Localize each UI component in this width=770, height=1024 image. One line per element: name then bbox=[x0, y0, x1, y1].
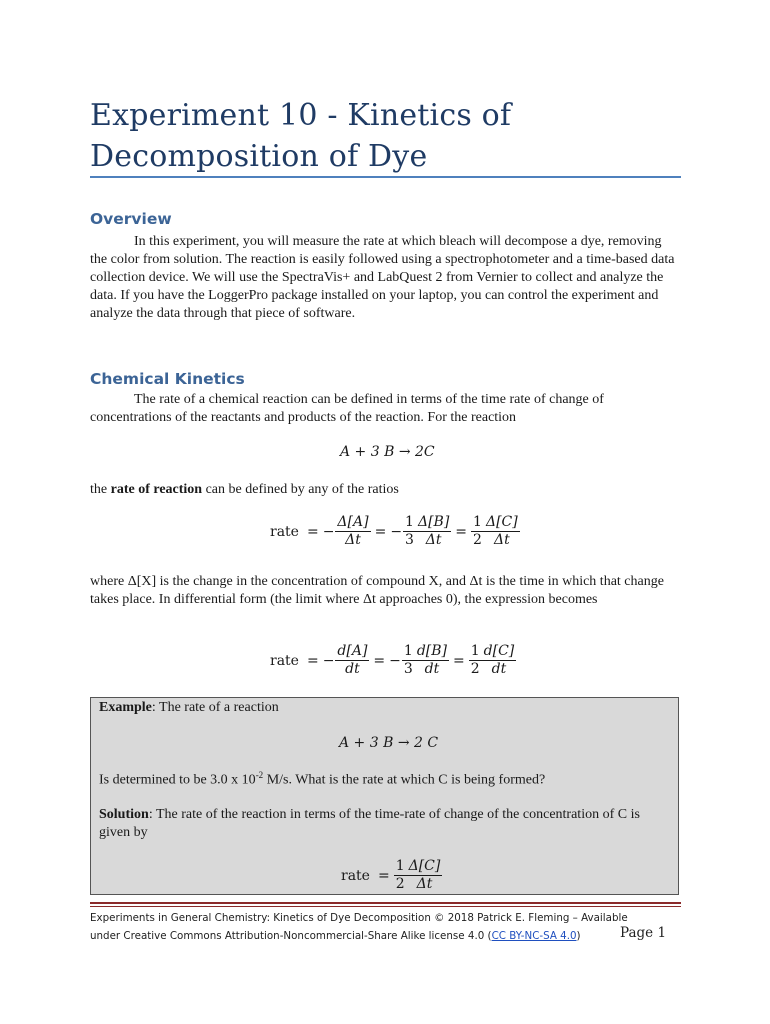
chemical-kinetics-heading: Chemical Kinetics bbox=[90, 370, 245, 388]
rate-definition-sentence: the rate of reaction can be defined by any of the ratios bbox=[90, 482, 399, 497]
license-link[interactable]: CC BY-NC-SA 4.0 bbox=[491, 930, 577, 942]
title-line-1: Experiment 10 - Kinetics of bbox=[90, 98, 512, 133]
fraction-delta-c: $\frac{\Delta[C]}{\Delta t}$ bbox=[485, 514, 518, 548]
fraction-delta-a: $\frac{\Delta[A]}{\Delta t}$ bbox=[337, 514, 369, 548]
kinetics-intro-paragraph: The rate of a chemical reaction can be defined in terms of the time rate of change of concentrations of the reactants and products of the reaction. For the reaction bbox=[90, 392, 604, 425]
footer-line-1: Experiments in General Chemistry: Kinetics of Dye Decomposition © 2018 Patrick E. Fleming – Available bbox=[90, 912, 628, 924]
example-intro: Example: The rate of a reaction bbox=[99, 700, 279, 715]
rate-equation-delta: rate = − $\frac{\Delta[A]}{\Delta t}$ = − $\frac{1}{3}$ $\frac{\Delta[B]}{\Delta t}$ = $\frac{1}{2}$ $\frac{\Delta[C]}{\Delta t}$ bbox=[270, 514, 518, 548]
title-divider bbox=[90, 176, 681, 178]
fraction-d-c: $\frac{d[C]}{dt}$ bbox=[483, 643, 515, 677]
footer-rule-thick bbox=[90, 902, 681, 904]
coef-c: $\frac{1}{2}$ bbox=[473, 514, 482, 548]
fraction-d-a: $\frac{d[A]}{dt}$ bbox=[337, 643, 368, 677]
example-question: Is determined to be 3.0 x $10^{-2}$ M/s. What is the rate at which C is being formed? bbox=[99, 770, 546, 788]
fraction-delta-b: $\frac{\Delta[B]}{\Delta t}$ bbox=[417, 514, 450, 548]
example-reaction: A + 3 B → 2 C bbox=[339, 735, 439, 751]
rate-equation-differential: rate = − $\frac{d[A]}{dt}$ = − $\frac{1}{3}$ $\frac{d[B]}{dt}$ = $\frac{1}{2}$ $\frac{d[C]}{dt}$ bbox=[270, 643, 515, 677]
example-solution: Solution: The rate of the reaction in terms of the time-rate of change of the concentration of C is given by bbox=[99, 807, 640, 840]
reaction-equation: A + 3 B → 2C bbox=[340, 444, 435, 460]
title-line-2: Decomposition of Dye bbox=[90, 139, 428, 174]
page-title bbox=[90, 95, 690, 177]
overview-heading: Overview bbox=[90, 210, 172, 228]
example-rate-equation: rate = $\frac{1}{2}$ $\frac{\Delta[C]}{\Delta t}$ bbox=[341, 858, 441, 892]
rate-of-reaction-term: rate of reaction bbox=[110, 482, 203, 497]
coef-b: $\frac{1}{3}$ bbox=[405, 514, 414, 548]
footer-rule-thin bbox=[90, 906, 681, 907]
page-number: Page 1 bbox=[620, 925, 667, 941]
fraction-d-b: $\frac{d[B]}{dt}$ bbox=[416, 643, 447, 677]
overview-paragraph: In this experiment, you will measure the rate at which bleach will decompose a dye, removing the color from solution. The reaction is easily followed using a spectrophotometer and a time-based data collection device. We will use the SpectraVis+ and LabQuest 2 from Vernier to collect and analyze the data. If you have the LoggerPro package installed on your laptop, you can control the experiment and analyze the data through that piece of software. bbox=[90, 234, 675, 321]
where-paragraph: where Δ[X] is the change in the concentration of compound X, and Δt is the time in which that change takes place. In differential form (the limit where Δt approaches 0), the expression becomes bbox=[90, 574, 664, 607]
footer-line-2: under Creative Commons Attribution-Noncommercial-Share Alike license 4.0 (CC BY-NC-SA 4.0) bbox=[90, 930, 581, 942]
footer bbox=[90, 909, 681, 945]
example-box bbox=[90, 697, 679, 895]
